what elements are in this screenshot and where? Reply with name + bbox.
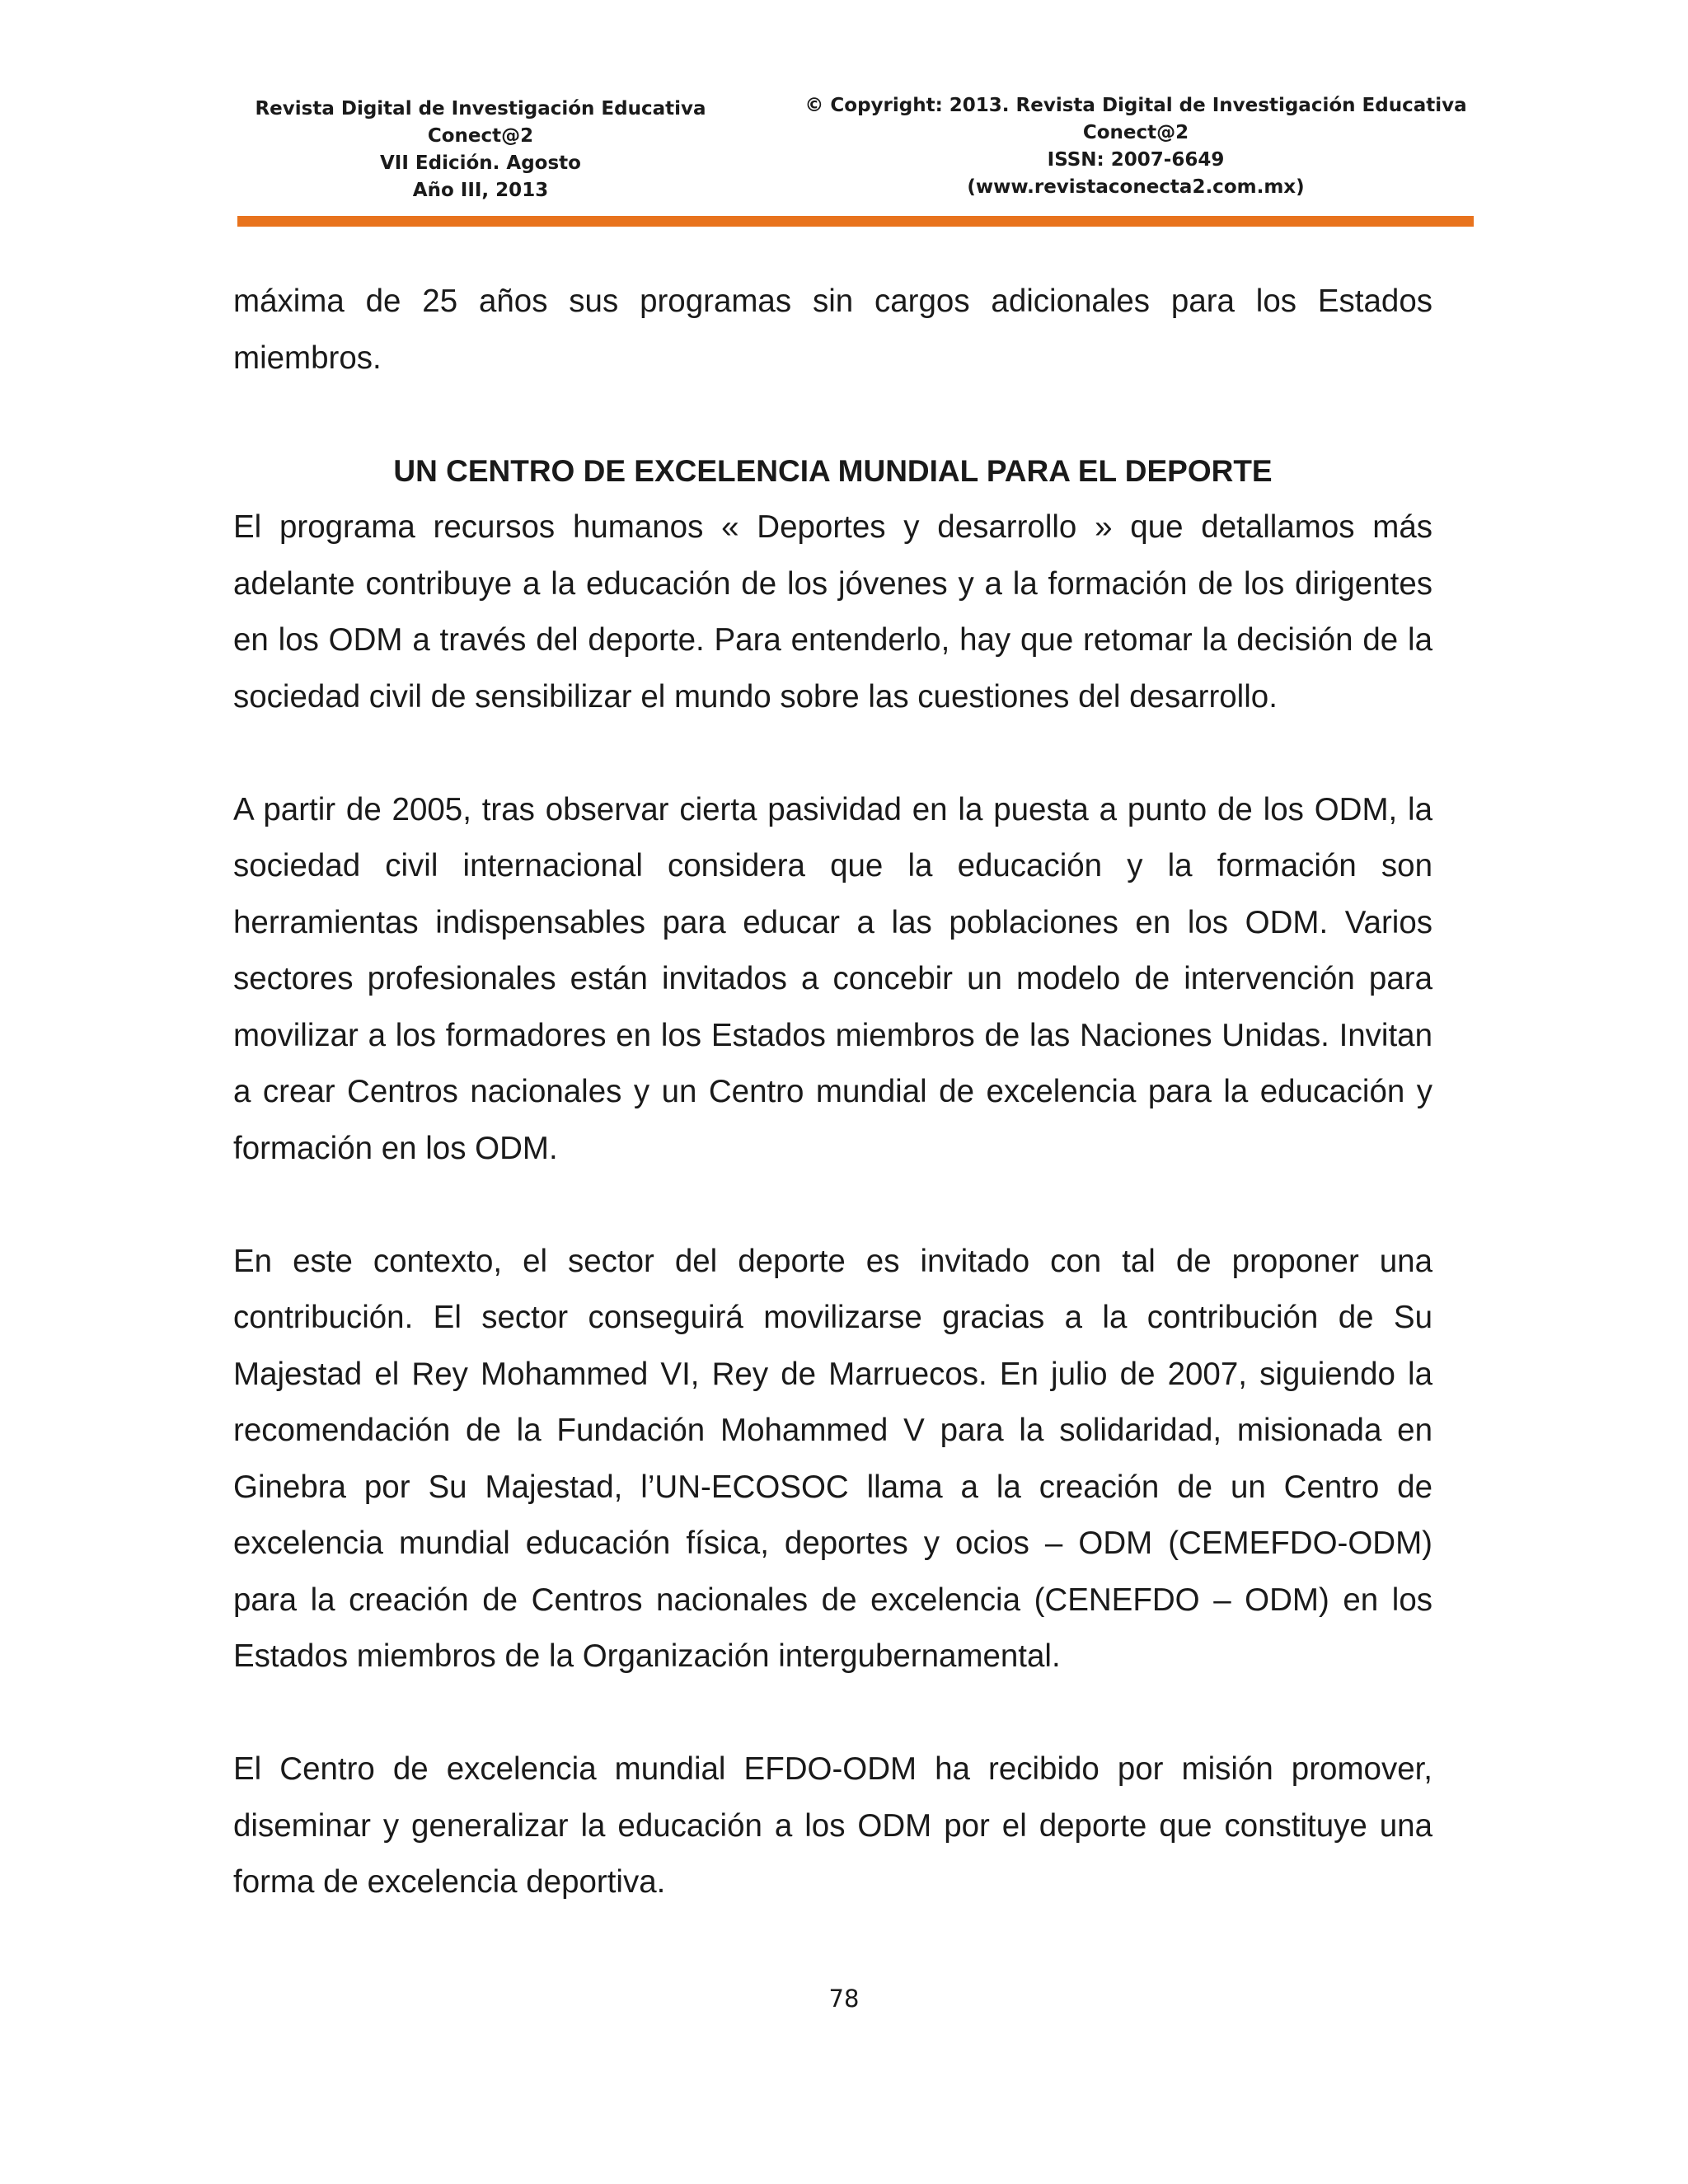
journal-edition: VII Edición. Agosto xyxy=(380,152,581,174)
copyright-line: © Copyright: 2013. Revista Digital de Investigación Educativa xyxy=(804,95,1467,116)
paragraph-3: En este contexto, el sector del deporte es invitado con tal de proponer una contribución. El sector conseguirá movilizarse gracias a la contribución de Su Majestad el Rey Mohammed VI, Rey de Marruecos. En julio de 2007, siguiendo la recomendación de la Fundación Mohammed V para la solidaridad, misionada en Ginebra por Su Majestad, l’UN-ECOSOC llama a la creación de un Centro de excelencia mundial educación física, deportes y ocios – ODM (CEMEFDO-ODM) para la creación de Centros nacionales de excelencia (CENEFDO – ODM) en los Estados miembros de la Organización intergubernamental. xyxy=(233,1243,1432,1674)
journal-year: Año III, 2013 xyxy=(412,180,549,201)
website-url: (www.revistaconecta2.com.mx) xyxy=(967,176,1305,198)
page-number: 78 xyxy=(828,1985,860,2013)
header-divider xyxy=(237,216,1474,227)
journal-title: Revista Digital de Investigación Educativa xyxy=(255,98,706,120)
paragraph-2: A partir de 2005, tras observar cierta pasividad en la puesta a punto de los ODM, la sociedad civil internacional considera que la educación y la formación son herramientas indispensables para educar a las poblaciones en los ODM. Varios sectores profesionales están invitados a concebir un modelo de intervención para movilizar a los formadores en los Estados miembros de las Naciones Unidas. Invitan a crear Centros nacionales y un Centro mundial de excelencia para la educación y formación en los ODM. xyxy=(233,791,1432,1166)
issn: ISSN: 2007-6649 xyxy=(1047,149,1225,171)
continuation-paragraph: máxima de 25 años sus programas sin cargos adicionales para los Estados miembros. xyxy=(233,284,1432,376)
page-header xyxy=(237,92,1474,224)
article-body xyxy=(233,274,1432,1967)
paragraph-1: El programa recursos humanos « Deportes y desarrollo » que detallamos más adelante contribuye a la educación de los jóvenes y a la formación de los dirigentes en los ODM a través del deporte. Para entenderlo, hay que retomar la decisión de la sociedad civil de sensibilizar el mundo sobre las cuestiones del desarrollo. xyxy=(233,509,1432,715)
section-heading: UN CENTRO DE EXCELENCIA MUNDIAL PARA EL DEPORTE xyxy=(393,453,1273,488)
journal-info xyxy=(237,96,724,204)
paragraph-4: El Centro de excelencia mundial EFDO-ODM ha recibido por misión promover, diseminar y generalizar la educación a los ODM por el deporte que constituye una forma de excelencia deportiva. xyxy=(233,1751,1432,1900)
copyright-info xyxy=(798,92,1474,201)
journal-name: Conect@2 xyxy=(427,125,534,147)
copyright-journal-name: Conect@2 xyxy=(1082,122,1189,143)
